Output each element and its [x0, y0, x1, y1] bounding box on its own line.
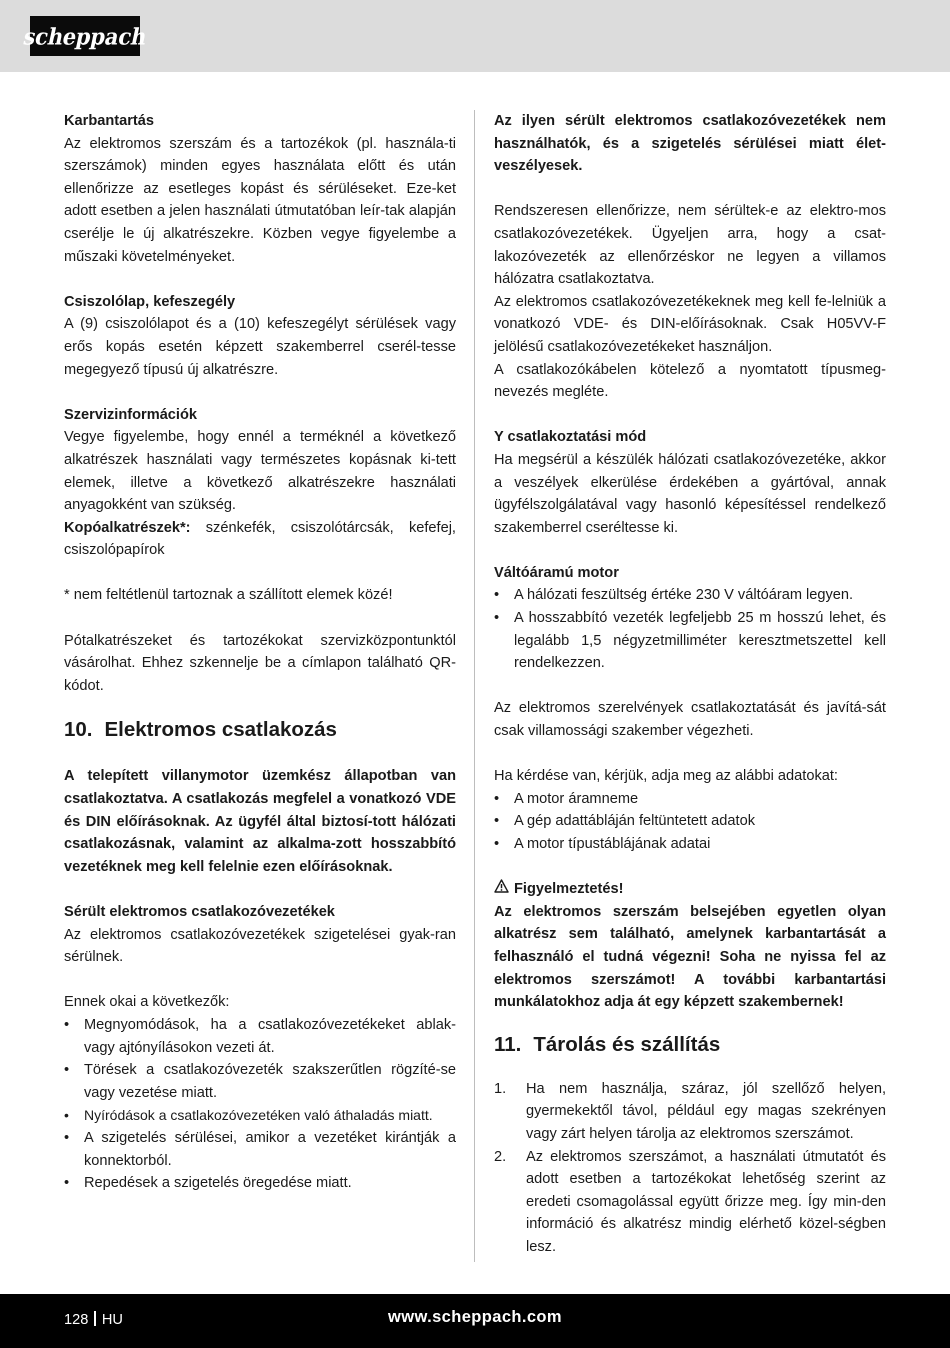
section-11-heading: [494, 1032, 886, 1058]
delivery-note: * nem feltétlenül tartoznak a szállított elemek közé!: [64, 587, 393, 604]
list-item: • A szigetelés sérülései, amikor a vezetéket kirántják a konnektorból.: [64, 1127, 456, 1172]
website-link[interactable]: www.scheppach.com: [388, 1308, 562, 1326]
language-code: HU: [101, 1312, 123, 1328]
inspection-text-3: A csatlakozókábelen kötelező a nyomtatott típusmeg-nevezés megléte.: [494, 361, 886, 401]
list-item: • A gép adattábláján feltüntetett adatok: [494, 810, 886, 833]
storage-list: [494, 1078, 886, 1259]
list-item: • Nyíródások a csatlakozóvezetéken való áthaladás miatt.: [64, 1104, 456, 1127]
list-item-text: Az elektromos szerszámot, a használati útmutatót és adott esetben a tartozékokat lehetőség szerint az eredeti csomagolással együtt őrizze meg. Így min-den információ és alkatrész mindig elérhető közel-ségben lesz.: [526, 1148, 886, 1255]
inspection-text-2: Az elektromos csatlakozóvezetékeknek meg kell fe-lelniük a vonatkozó VDE- és DIN-előírásoknak. Csak H05VV-F jelölésű csatlakozóvezetékeket használjon.: [494, 293, 886, 355]
footer-bar: [0, 1294, 950, 1348]
list-item-number: 2.: [494, 1148, 507, 1165]
ac-motor-list: [494, 584, 886, 674]
sanding-pad-text: A (9) csiszolólapot és a (10) kefeszegélyt sérülések vagy erős kopás esetén képzett szakemberrel cserél-tesse megegyező típusú új alkatrészre.: [64, 316, 456, 378]
wear-parts-label: Kopóalkatrészek*:: [64, 519, 191, 536]
list-item-text: Ha nem használja, száraz, jól szellőző helyen, gyermekektől távol, például egy magas szekrényen vagy zárt helyen tárolja az elektromos szerszámot.: [526, 1080, 886, 1142]
list-item: • A motor típustáblájának adatai: [494, 833, 886, 856]
service-info-heading: Szervizinformációk: [64, 406, 198, 423]
ac-motor-heading: Váltóáramú motor: [494, 564, 619, 581]
section-10-heading: [64, 717, 456, 743]
connection-notice: A telepített villanymotor üzemkész állapotban van csatlakoztatva. A csatlakozás megfelel a vonatkozó VDE és DIN előírásoknak. Az ügyfél által biztosí-tott hálózati csatlakozásnak, valamint az alkalma-zott hosszabbító vezetéknek meg kell felelnie ezen előírásoknak.: [64, 768, 456, 875]
list-item: [494, 1078, 886, 1146]
list-item: • A hosszabbító vezeték legfeljebb 25 m hosszú lehet, és legalább 1,5 négyzetmilliméter keresztmetszettel kell rendelkezzen.: [494, 607, 886, 675]
page-number-value: 128: [64, 1312, 89, 1328]
service-info-text: Vegye figyelembe, hogy ennél a terméknél a következő alkatrészek használati vagy természetes kopásnak ki-tett elemek, illetve a következő alkatrészekre használati anyagokként van szükség.: [64, 429, 456, 514]
list-item: [494, 1146, 886, 1259]
wear-parts: [64, 517, 456, 562]
maintenance-heading: Karbantartás: [64, 113, 155, 129]
electrician-text: Az elektromos szerelvények csatlakoztatását és javítá-sát csak villamossági szakember végezheti.: [494, 700, 886, 740]
y-connection-text: Ha megsérül a készülék hálózati csatlakozóvezetéke, akkor a veszélyek elkerülése érdekében a gyártóval, annak ügyfélszolgálatával vagy hasonló képesítéssel rendelkező szakemberrel cseréltesse ki.: [494, 451, 886, 536]
column-divider: [474, 110, 475, 1262]
list-item: • A motor áramneme: [494, 788, 886, 811]
damaged-cable-warning: Az ilyen sérült elektromos csatlakozóvezetékek nem használhatók, és a szigetelés sérülései miatt élet-veszélyesek.: [494, 113, 886, 175]
sanding-pad-heading: Csiszolólap, kefeszegély: [64, 293, 236, 310]
section-11-number: 11.: [494, 1032, 522, 1056]
spare-parts-text: Pótalkatrészeket és tartozékokat szervizközpontunktól vásárolhat. Ehhez szkennelje be a címlapon található QR-kódot.: [64, 632, 456, 694]
wear-parts-list: szénkefék, csiszolótárcsák, kefefej, csiszolópapírok: [64, 519, 456, 559]
right-column: [494, 110, 886, 1259]
left-column: [64, 110, 456, 1195]
list-item: • Repedések a szigetelés öregedése miatt.: [64, 1172, 456, 1195]
damaged-cables-heading: Sérült elektromos csatlakozóvezetékek: [64, 904, 335, 920]
brand-logo: scheppach: [30, 16, 140, 56]
section-10-title: Elektromos csatlakozás: [104, 718, 337, 742]
header-bar: [0, 0, 950, 72]
list-item: • A hálózati feszültség értéke 230 V váltóáram legyen.: [494, 584, 886, 607]
warning-title: Figyelmeztetés!: [514, 881, 624, 898]
y-connection-heading: Y csatlakoztatási mód: [494, 429, 647, 446]
section-10-number: 10.: [64, 718, 93, 742]
list-item: • Törések a csatlakozóvezeték szakszerűtlen rögzíté-se vagy vezetése miatt.: [64, 1059, 456, 1104]
questions-list: [494, 788, 886, 856]
causes-intro: Ennek okai a következők:: [64, 994, 230, 1011]
warning-text: Az elektromos szerszám belsejében egyetlen olyan alkatrész sem található, amelynek karbantartását a felhasználó el tudná végezni! Soha ne nyissa fel az elektromos szerszámot! A további karbantartási munkálatokhoz adja át egy képzett szakembernek!: [494, 903, 886, 1011]
damaged-cables-text: Az elektromos csatlakozóvezetékek szigetelései gyak-ran sérülnek.: [64, 926, 456, 966]
questions-intro: Ha kérdése van, kérjük, adja meg az alábbi adatokat:: [494, 768, 838, 785]
warning-heading: [494, 878, 886, 901]
section-11-title: Tárolás és szállítás: [533, 1032, 721, 1056]
warning-triangle-icon: [494, 878, 510, 901]
list-item: • Megnyomódások, ha a csatlakozóvezetékeket ablak-vagy ajtónyílásokon vezeti át.: [64, 1014, 456, 1059]
list-item-number: 1.: [494, 1080, 507, 1097]
maintenance-text: Az elektromos szerszám és a tartozékok (pl. használa-ti szerszámok) minden egyes használata előtt és után ellenőrizze az esetleges kopást és sérüléseket. Eze-ket adott esetben a jelen használati útmutatóban leír-tak alapján cserélje le új alkatrészekre. Közben vegye figyelembe a műszaki követelményeket.: [64, 135, 456, 265]
causes-list: [64, 1014, 456, 1195]
inspection-text-1: Rendszeresen ellenőrizze, nem sérültek-e az elektro-mos csatlakozóvezetékek. Ügyeljen arra, hogy a csat-lakozóvezeték az ellenőrzéskor ne legyen a villamos hálózatra csatlakoztatva.: [494, 203, 886, 288]
